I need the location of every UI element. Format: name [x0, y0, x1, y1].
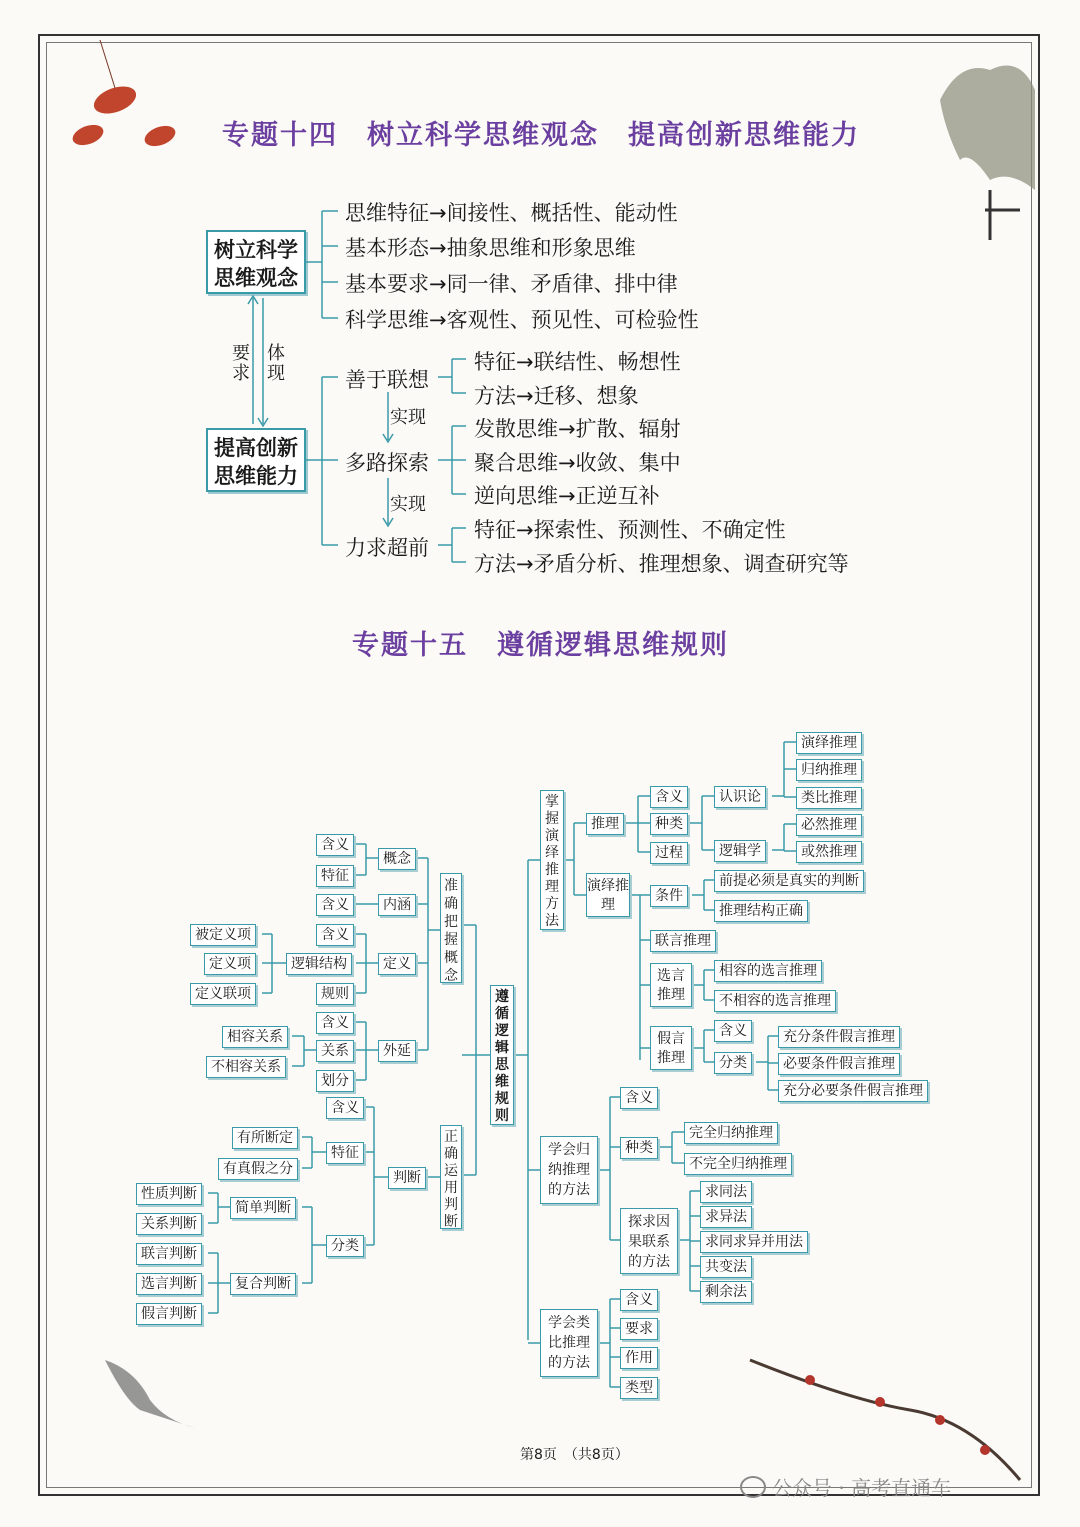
- condition-item: 推理结构正确: [714, 900, 808, 922]
- crane-decoration: [95, 1340, 205, 1440]
- feature-item: 基本形态→抽象思维和形象思维: [345, 236, 636, 260]
- hypothetical-item: 含义: [714, 1020, 752, 1042]
- causal-method: 共变法: [700, 1256, 752, 1278]
- disjunctive-item: 相容的选言推理: [714, 960, 822, 982]
- concept-item: 特征: [316, 865, 354, 887]
- condition-item: 前提必须是真实的判断: [714, 870, 864, 892]
- feature-item: 科学思维→客观性、预见性、可检验性: [345, 308, 699, 332]
- deductive-reasoning-node: 演绎推理: [586, 873, 630, 917]
- extension-node: 外延: [378, 1040, 416, 1062]
- analogy-item: 要求: [620, 1318, 658, 1340]
- inductive-branch: 学会归纳推理的方法: [540, 1136, 598, 1204]
- extension-item: 含义: [316, 1012, 354, 1034]
- realize-label: 实现: [390, 407, 426, 428]
- group-item: 发散思维→扩散、辐射: [474, 417, 681, 441]
- concept-item: 含义: [316, 834, 354, 856]
- hypothetical-type: 必要条件假言推理: [778, 1053, 900, 1075]
- logic-structure-item: 被定义项: [190, 924, 256, 946]
- hypothetical-type: 充分条件假言推理: [778, 1026, 900, 1048]
- causal-method: 求同法: [700, 1181, 752, 1203]
- definition-item: 规则: [316, 983, 354, 1005]
- analogy-item: 含义: [620, 1289, 658, 1311]
- watermark: [740, 1472, 951, 1501]
- conjunctive-reasoning: 联言推理: [650, 930, 716, 952]
- root-node: 遵循逻辑思维规则: [490, 985, 514, 1125]
- wechat-icon: [740, 1476, 766, 1498]
- classification-item: 简单判断: [230, 1197, 296, 1219]
- reasoning-type: 归纳推理: [796, 759, 862, 781]
- judgment-type: 联言判断: [136, 1243, 202, 1265]
- inductive-item: 含义: [620, 1087, 658, 1109]
- relation-item: 相容关系: [222, 1026, 288, 1048]
- box-line: 思维观念: [214, 266, 298, 290]
- judgment-node: 判断: [388, 1167, 426, 1189]
- box-line: 提高创新: [214, 436, 298, 460]
- innovative-thinking-box: [206, 428, 306, 492]
- concept-node: 概念: [378, 848, 416, 870]
- epistemology-node: 认识论: [714, 786, 766, 808]
- causal-method: 剩余法: [700, 1281, 752, 1303]
- scientific-thinking-box: [206, 230, 306, 294]
- feature-item: 思维特征→间接性、概括性、能动性: [345, 201, 678, 225]
- group-label: 善于联想: [345, 368, 429, 392]
- disjunctive-item: 不相容的选言推理: [714, 990, 836, 1012]
- topic15-title: 专题十五 遵循逻辑思维规则: [352, 630, 729, 661]
- relation-label: 体 现: [267, 343, 285, 384]
- extension-item: 关系: [316, 1040, 354, 1062]
- group-item: 聚合思维→收敛、集中: [474, 451, 681, 475]
- judgment-item: 分类: [326, 1235, 364, 1257]
- group-label: 力求超前: [345, 536, 429, 560]
- lantern-decoration: [40, 40, 190, 150]
- group-item: 方法→迁移、想象: [474, 384, 639, 408]
- mountain-decoration: [930, 40, 1040, 240]
- logic-node: 逻辑学: [714, 840, 766, 862]
- judgment-branch: 正确运用判断: [440, 1125, 462, 1229]
- definition-node: 定义: [378, 953, 416, 975]
- intension-node: 内涵: [378, 894, 416, 916]
- judgment-type: 性质判断: [136, 1183, 202, 1205]
- inductive-item: 种类: [620, 1137, 658, 1159]
- group-item: 逆向思维→正逆互补: [474, 484, 660, 508]
- concept-branch: 准确把握概念: [440, 873, 462, 983]
- analogy-item: 类型: [620, 1377, 658, 1399]
- realize-label: 实现: [390, 494, 426, 515]
- logic-structure-item: 定义联项: [190, 983, 256, 1005]
- induction-kind: 不完全归纳推理: [684, 1153, 792, 1175]
- judgment-type: 关系判断: [136, 1213, 202, 1235]
- classification-item: 复合判断: [230, 1273, 296, 1295]
- relation-item: 不相容关系: [206, 1056, 286, 1078]
- plum-blossom-decoration: [730, 1340, 1030, 1490]
- reasoning-type: 必然推理: [796, 814, 862, 836]
- reasoning-item: 过程: [650, 842, 688, 864]
- hypothetical-item: 分类: [714, 1052, 752, 1074]
- reasoning-type: 演绎推理: [796, 732, 862, 754]
- causal-method-node: 探求因果联系的方法: [620, 1208, 678, 1274]
- relation-label: 要 求: [232, 343, 250, 384]
- intension-item: 含义: [316, 894, 354, 916]
- reasoning-item: 含义: [650, 786, 688, 808]
- definition-item: 含义: [316, 924, 354, 946]
- induction-kind: 完全归纳推理: [684, 1122, 778, 1144]
- reasoning-type: 或然推理: [796, 841, 862, 863]
- causal-method: 求异法: [700, 1206, 752, 1228]
- judgment-type: 假言判断: [136, 1303, 202, 1325]
- extension-item: 划分: [316, 1070, 354, 1092]
- judgment-item: 特征: [326, 1142, 364, 1164]
- group-item: 特征→探索性、预测性、不确定性: [474, 518, 786, 542]
- logic-structure-item: 定义项: [204, 953, 256, 975]
- definition-item: 逻辑结构: [286, 953, 352, 975]
- judgment-item: 含义: [326, 1097, 364, 1119]
- analogy-item: 作用: [620, 1347, 658, 1369]
- box-line: 树立科学: [214, 238, 298, 262]
- condition-node: 条件: [650, 885, 688, 907]
- hypothetical-reasoning-node: 假言推理: [650, 1026, 692, 1070]
- watermark-text: 公众号 · 高考直通车: [772, 1476, 952, 1500]
- feature-item: 有真假之分: [218, 1158, 298, 1180]
- reasoning-type: 类比推理: [796, 787, 862, 809]
- deductive-branch: 掌握演绎推理方法: [540, 790, 564, 930]
- reasoning-item: 种类: [650, 813, 688, 835]
- group-label: 多路探索: [345, 451, 429, 475]
- topic14-title: 专题十四 树立科学思维观念 提高创新思维能力: [222, 120, 860, 151]
- reasoning-node: 推理: [586, 813, 624, 835]
- hypothetical-type: 充分必要条件假言推理: [778, 1080, 928, 1102]
- feature-item: 基本要求→同一律、矛盾律、排中律: [345, 272, 678, 296]
- analogy-branch: 学会类比推理的方法: [540, 1309, 598, 1377]
- feature-item: 有所断定: [232, 1127, 298, 1149]
- judgment-type: 选言判断: [136, 1273, 202, 1295]
- group-item: 特征→联结性、畅想性: [474, 350, 681, 374]
- group-item: 方法→矛盾分析、推理想象、调查研究等: [474, 552, 849, 576]
- disjunctive-reasoning-node: 选言推理: [650, 963, 692, 1007]
- box-line: 思维能力: [214, 464, 298, 488]
- page-number: 第8页 （共8页）: [520, 1447, 629, 1463]
- causal-method: 求同求异并用法: [700, 1231, 808, 1253]
